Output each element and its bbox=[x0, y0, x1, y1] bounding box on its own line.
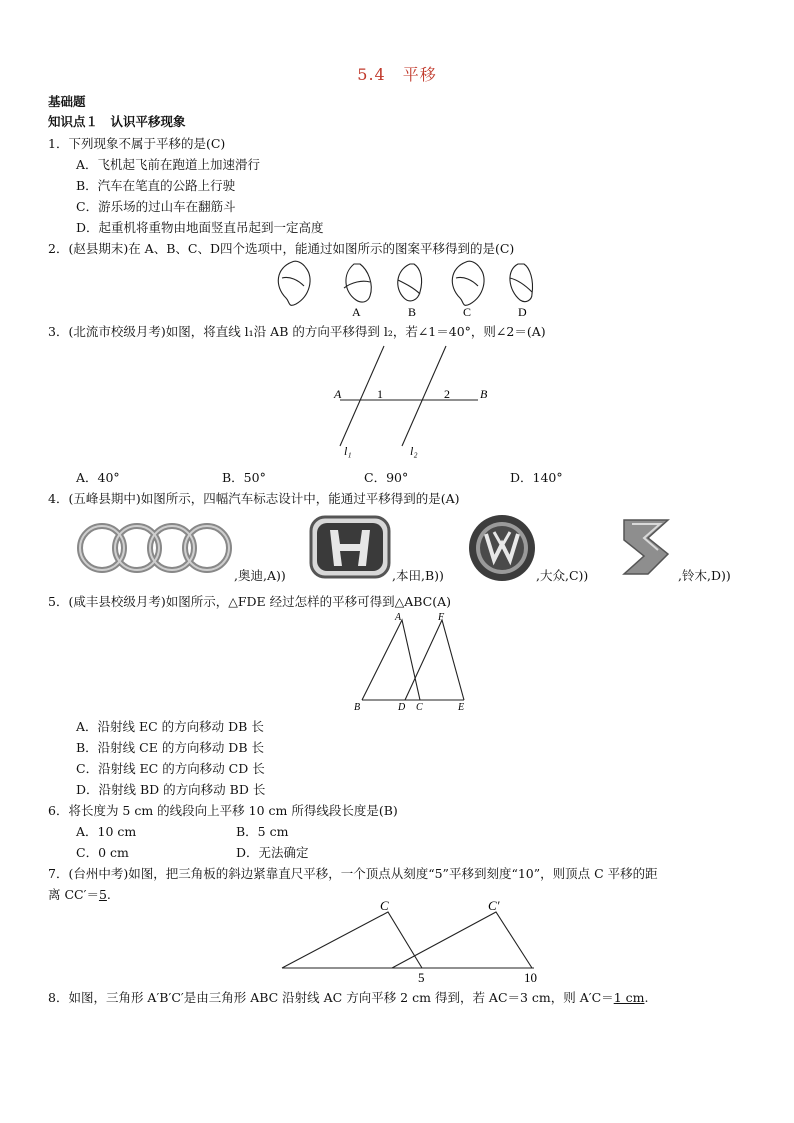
volkswagen-logo bbox=[468, 514, 536, 582]
knowledge-point-heading: 知识点１ 认识平移现象 bbox=[48, 114, 186, 129]
q3-option-c: C．90° bbox=[364, 470, 409, 485]
q4-caption-suzuki: ,铃木,D)) bbox=[678, 568, 731, 583]
section-heading: 基础题 bbox=[48, 94, 86, 109]
q7-suffix: . bbox=[106, 887, 111, 902]
q6-stem: 6．将长度为 5 cm 的线段向上平移 10 cm 所得线段长度是(B) bbox=[48, 803, 398, 818]
leaf-shape-c bbox=[452, 261, 484, 305]
q8-stem bbox=[48, 988, 648, 1006]
q3-label-l2: l₂ bbox=[410, 444, 418, 458]
audi-logo bbox=[74, 520, 234, 576]
q1-stem: 1．下列现象不属于平移的是(C) bbox=[48, 136, 226, 151]
q8-prefix: 8．如图，三角形 A′B′C′是由三角形 ABC 沿射线 AC 方向平移 2 cm 得到，若 AC＝3 cm，则 A′C＝ bbox=[48, 990, 614, 1005]
suzuki-logo bbox=[614, 516, 678, 578]
q7-label-5: 5 bbox=[418, 970, 425, 985]
q5-option-d: D．沿射线 BD 的方向移动 BD 长 bbox=[76, 782, 266, 797]
leaf-shape-original bbox=[278, 261, 310, 305]
q2-label-c: C bbox=[463, 305, 472, 319]
q7-label-c-prime: C′ bbox=[488, 898, 500, 913]
page-title: 5.4 平移 bbox=[357, 65, 437, 84]
q7-figure bbox=[276, 898, 556, 988]
q6-option-d: D．无法确定 bbox=[236, 845, 309, 860]
q7-prefix: 离 CC′＝ bbox=[48, 887, 99, 902]
q2-figure bbox=[270, 258, 560, 320]
q7-answer: 5 bbox=[98, 887, 107, 902]
q3-option-a: A．40° bbox=[76, 470, 120, 485]
q3-label-b: B bbox=[480, 387, 488, 401]
leaf-shape-d bbox=[510, 264, 533, 302]
q4-stem: 4．(五峰县期中)如图所示，四幅汽车标志设计中，能通过平移得到的是(A) bbox=[48, 491, 460, 506]
q5-option-a: A．沿射线 EC 的方向移动 DB 长 bbox=[76, 719, 264, 734]
q7-stem-line2 bbox=[48, 885, 111, 903]
q3-figure bbox=[330, 340, 500, 460]
q2-stem: 2．(赵县期末)在 A、B、C、D四个选项中，能通过如图所示的图案平移得到的是(C) bbox=[48, 241, 515, 256]
q3-angle-2: 2 bbox=[444, 387, 450, 401]
q7-label-10: 10 bbox=[524, 970, 537, 985]
q5-label-d: D bbox=[398, 702, 406, 713]
q5-option-c: C．沿射线 EC 的方向移动 CD 长 bbox=[76, 761, 265, 776]
q1-option-c: C．游乐场的过山车在翻筋斗 bbox=[76, 199, 236, 214]
q8-suffix: . bbox=[644, 990, 649, 1005]
triangle-abc bbox=[362, 620, 420, 700]
q5-figure bbox=[350, 610, 480, 714]
q7-stem-line1: 7．(台州中考)如图，把三角板的斜边紧靠直尺平移，一个顶点从刻度“5”平移到刻度“10”，则顶点 C 平移的距 bbox=[48, 866, 658, 881]
line-l2 bbox=[402, 346, 446, 446]
q3-label-a: A bbox=[334, 387, 342, 401]
q1-option-b: B．汽车在笔直的公路上行驶 bbox=[76, 178, 236, 193]
q2-label-d: D bbox=[518, 305, 527, 319]
q5-label-a: A bbox=[395, 612, 402, 623]
q5-option-b: B．沿射线 CE 的方向移动 DB 长 bbox=[76, 740, 264, 755]
q5-label-b: B bbox=[354, 702, 361, 713]
triangle-translated bbox=[392, 912, 532, 968]
q2-label-a: A bbox=[352, 305, 361, 319]
q3-label-l1: l₁ bbox=[344, 444, 352, 458]
q3-option-d: D．140° bbox=[510, 470, 563, 485]
q1-option-a: A．飞机起飞前在跑道上加速滑行 bbox=[76, 157, 261, 172]
leaf-shape-b bbox=[398, 264, 422, 301]
q3-angle-1: 1 bbox=[377, 387, 383, 401]
q5-label-e: E bbox=[458, 702, 465, 713]
triangle-fde bbox=[405, 620, 464, 700]
q5-stem: 5．(咸丰县校级月考)如图所示，△FDE 经过怎样的平移可得到△ABC(A) bbox=[48, 594, 452, 609]
q4-caption-honda: ,本田,B)) bbox=[392, 568, 444, 583]
q6-option-b: B．5 cm bbox=[236, 824, 289, 839]
q8-answer: 1 cm bbox=[613, 990, 645, 1005]
q3-option-b: B．50° bbox=[222, 470, 266, 485]
honda-logo bbox=[308, 514, 392, 580]
q6-option-a: A．10 cm bbox=[76, 824, 137, 839]
leaf-shape-a bbox=[344, 264, 371, 302]
q5-label-c: C bbox=[416, 702, 423, 713]
q1-option-d: D．起重机将重物由地面竖直吊起到一定高度 bbox=[76, 220, 324, 235]
q2-label-b: B bbox=[408, 305, 417, 319]
q4-caption-audi: ,奥迪,A)) bbox=[234, 568, 286, 583]
q7-label-c: C bbox=[380, 898, 389, 913]
q5-label-f: F bbox=[438, 612, 445, 623]
q3-stem: 3．(北流市校级月考)如图，将直线 l₁沿 AB 的方向平移得到 l₂，若∠1＝40°，则∠2＝(A) bbox=[48, 324, 546, 339]
q6-option-c: C．0 cm bbox=[76, 845, 129, 860]
triangle-original bbox=[282, 912, 422, 968]
q4-caption-vw: ,大众,C)) bbox=[536, 568, 589, 583]
